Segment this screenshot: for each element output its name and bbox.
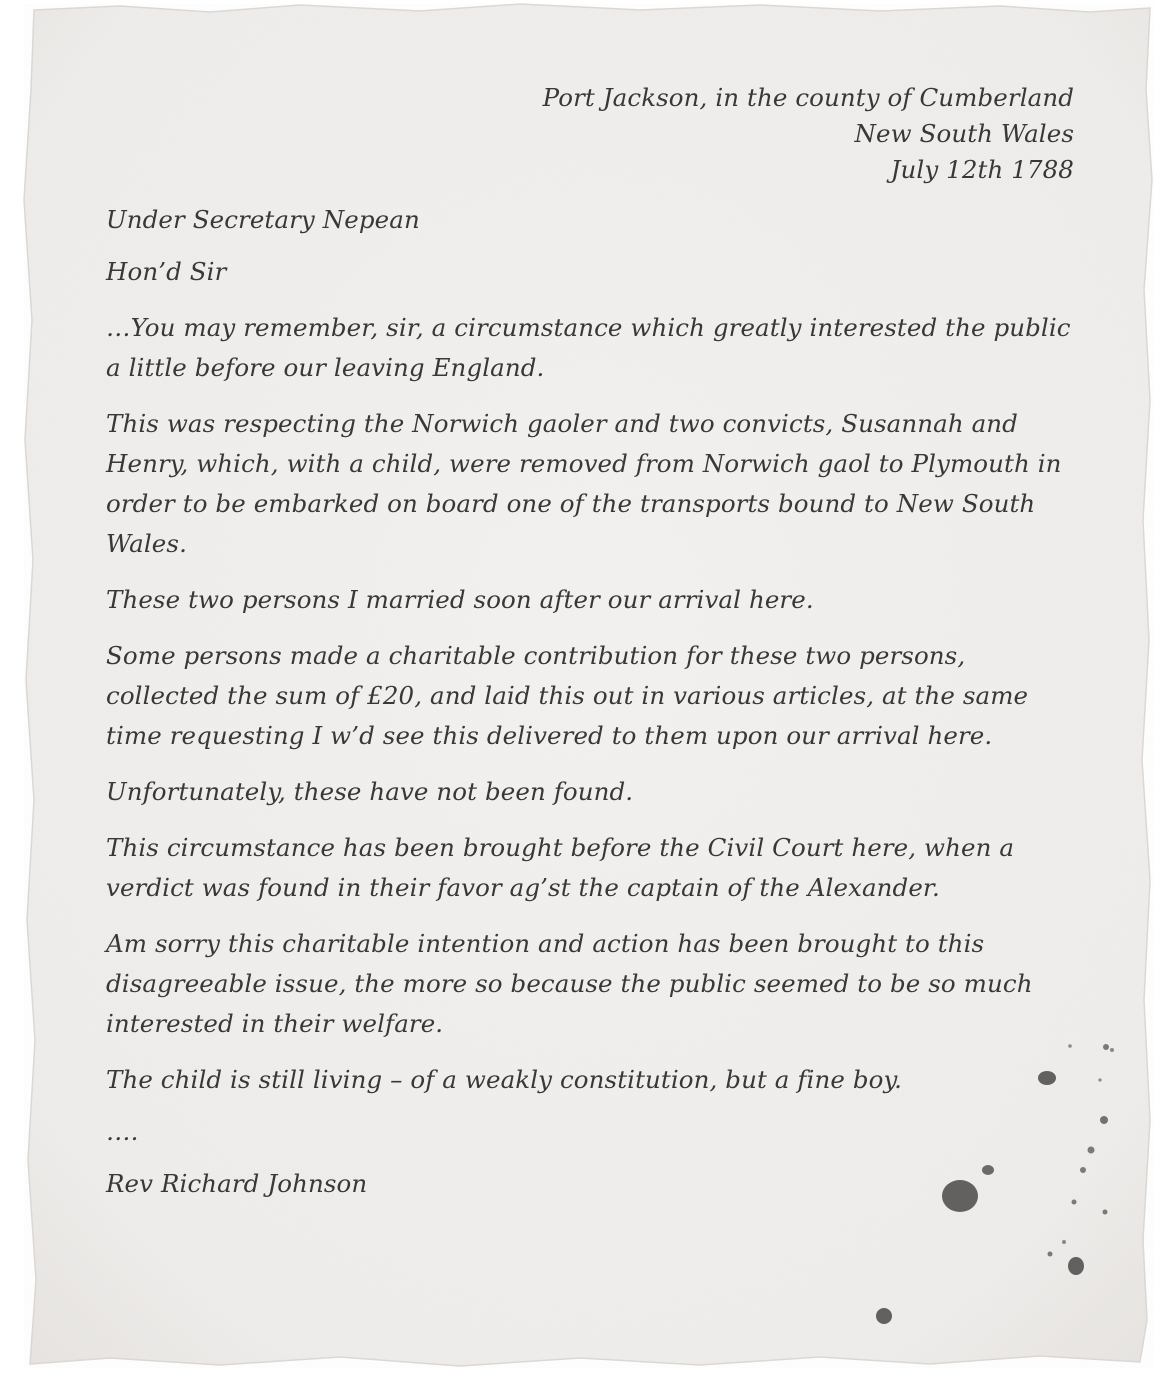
- paragraph-7: Am sorry this charitable intention and action has been brought to this disagreeable issue, the more so because the public seemed to be so much interested in their welfare.: [106, 929, 1033, 1038]
- paragraph-8: The child is still living – of a weakly constitution, but a fine boy.: [106, 1065, 903, 1094]
- paragraph-1: …You may remember, sir, a circumstance which greatly interested the public a little before our leaving England.: [106, 313, 1071, 382]
- salutation: Hon’d Sir: [106, 257, 227, 286]
- paragraph-6: This circumstance has been brought before the Civil Court here, when a verdict was found in their favor ag’st the captain of the Alexander.: [106, 833, 1015, 902]
- paragraph-5: Unfortunately, these have not been found.: [106, 777, 634, 806]
- letter-date: July 12th 1788: [890, 155, 1074, 184]
- letter-body: [106, 78, 1074, 1204]
- recipient: Under Secretary Nepean: [106, 205, 420, 234]
- place-line-1: Port Jackson, in the county of Cumberland: [542, 83, 1074, 112]
- closing-ellipsis: ….: [106, 1117, 139, 1146]
- paragraph-3: These two persons I married soon after our arrival here.: [106, 585, 814, 614]
- paragraph-2: This was respecting the Norwich gaoler and two convicts, Susannah and Henry, which, with a child, were removed from Norwich gaol to Plymouth in order to be embarked on board one of the transports bound to New South Wales.: [106, 409, 1062, 558]
- place-line-2: New South Wales: [854, 119, 1074, 148]
- letter-heading: [106, 78, 1074, 188]
- signature: Rev Richard Johnson: [106, 1169, 368, 1198]
- paragraph-4: Some persons made a charitable contribution for these two persons, collected the sum of £20, and laid this out in various articles, at the same time requesting I w’d see this delivered to them upon our arrival here.: [106, 641, 1029, 750]
